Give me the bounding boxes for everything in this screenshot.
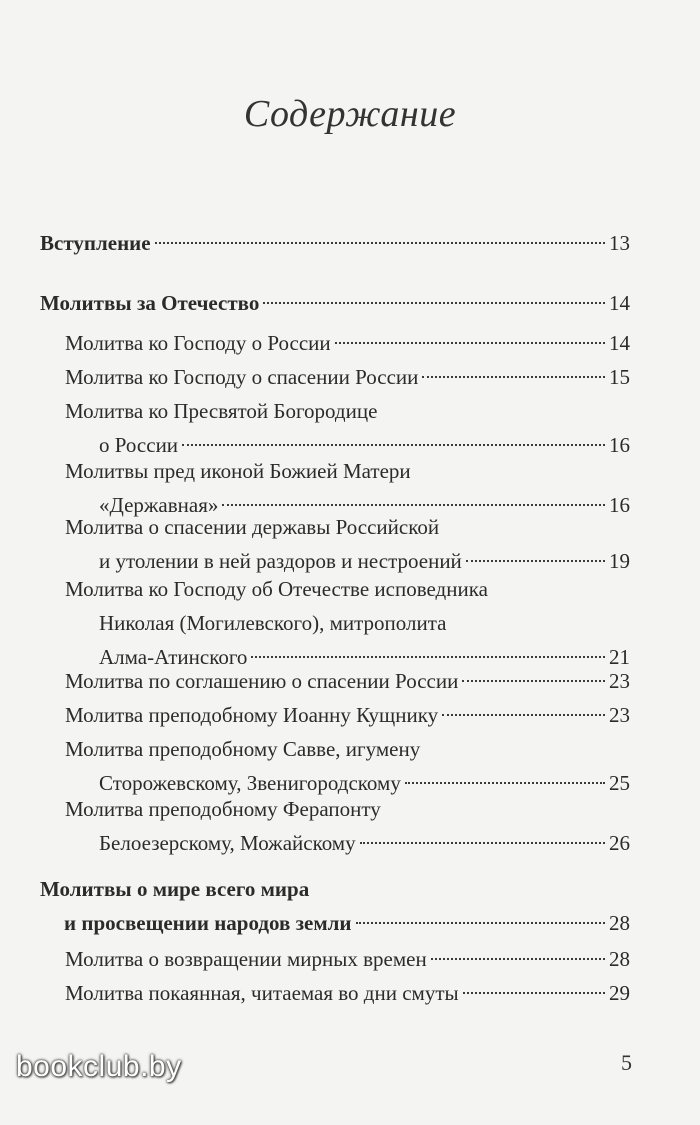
dot-leader — [263, 302, 605, 304]
toc-page-number: 15 — [609, 365, 630, 389]
toc-entry-label: Молитва ко Господу о России — [65, 331, 331, 355]
dot-leader — [466, 560, 605, 562]
toc-page-number: 23 — [609, 703, 630, 727]
toc-entry-label-line: Белоезерскому, Можайскому — [99, 831, 356, 855]
dot-leader — [442, 714, 605, 716]
toc-entry — [65, 326, 630, 360]
toc-entry-intro — [40, 226, 630, 260]
dot-leader — [422, 376, 605, 378]
toc-entry-label: Вступление — [40, 231, 151, 255]
dot-leader — [463, 992, 605, 994]
page-number: 5 — [621, 1050, 632, 1075]
toc-entry-label: Молитва покаянная, читаемая во дни смуты — [65, 981, 459, 1005]
toc-entry — [65, 664, 630, 698]
toc-entry — [65, 698, 630, 732]
toc-page-number: 16 — [609, 433, 630, 457]
toc-page-number: 19 — [609, 549, 630, 573]
page-title: Содержание — [243, 93, 457, 135]
toc-section-peace — [40, 872, 630, 940]
toc-section-label: Молитвы за Отечество — [40, 291, 260, 315]
watermark-logo: bookclub.by — [16, 1050, 182, 1083]
dot-leader — [251, 656, 605, 658]
toc-entry-label-line: Молитва преподобному Савве, игумену — [65, 737, 421, 761]
toc-entry-label: Молитва преподобному Иоанну Кущнику — [65, 703, 439, 727]
toc-entry-label-line: и утолении в ней раздоров и нестроений — [99, 549, 462, 573]
dot-leader — [222, 504, 605, 506]
toc-page-number: 14 — [609, 291, 630, 315]
dot-leader — [182, 444, 605, 446]
toc-entry — [65, 510, 630, 578]
toc-entry-label-line: Молитва преподобному Ферапонту — [65, 797, 381, 821]
dot-leader — [462, 680, 605, 682]
toc-entry-label-line: Молитвы пред иконой Божией Матери — [65, 459, 411, 483]
toc-entry — [65, 732, 630, 800]
toc-page-number: 16 — [609, 493, 630, 517]
toc-entry-label-line: Алма-Атинского — [99, 645, 248, 669]
toc-page-number: 28 — [609, 947, 630, 971]
toc-entry-label-line: Молитва ко Пресвятой Богородице — [65, 399, 378, 423]
toc-entry — [65, 360, 630, 394]
toc-page-number: 25 — [609, 771, 630, 795]
dot-leader — [360, 842, 605, 844]
toc-page-number: 21 — [609, 645, 630, 669]
dot-leader — [405, 782, 605, 784]
toc-entry-label-line: Молитва о спасении державы Российской — [65, 515, 440, 539]
toc-section-fatherland — [40, 286, 630, 320]
toc-entry-label-line: «Державная» — [99, 493, 219, 517]
toc-page-number: 26 — [609, 831, 630, 855]
toc-entry-label-line: Сторожевскому, Звенигородскому — [99, 771, 401, 795]
dot-leader — [431, 958, 605, 960]
toc-section-label-line: Молитвы о мире всего мира — [40, 877, 310, 901]
dot-leader — [155, 242, 605, 244]
toc-entry-label-line: о России — [99, 433, 179, 457]
toc-page-number: 29 — [609, 981, 630, 1005]
dot-leader — [335, 342, 605, 344]
toc-entry-label-line: Николая (Могилевского), митрополита — [99, 611, 447, 635]
toc-page-number: 28 — [609, 911, 630, 935]
toc-entry-label: Молитва по соглашению о спасении России — [65, 669, 459, 693]
toc-entry — [65, 976, 630, 1010]
toc-entry-label: Молитва ко Господу о спасении России — [65, 365, 419, 389]
toc-entry — [65, 394, 630, 462]
toc-entry — [65, 572, 630, 674]
toc-entry — [65, 792, 630, 860]
toc-entry — [65, 942, 630, 976]
dot-leader — [356, 922, 605, 924]
toc-entry-label: Молитва о возвращении мирных времен — [65, 947, 427, 971]
toc-page-number: 23 — [609, 669, 630, 693]
toc-page-number: 13 — [609, 231, 630, 255]
toc-page-number: 14 — [609, 331, 630, 355]
toc-entry-label-line: Молитва ко Господу об Отечестве исповедника — [65, 577, 488, 601]
toc-section-label-line: и просвещении народов земли — [64, 911, 352, 935]
